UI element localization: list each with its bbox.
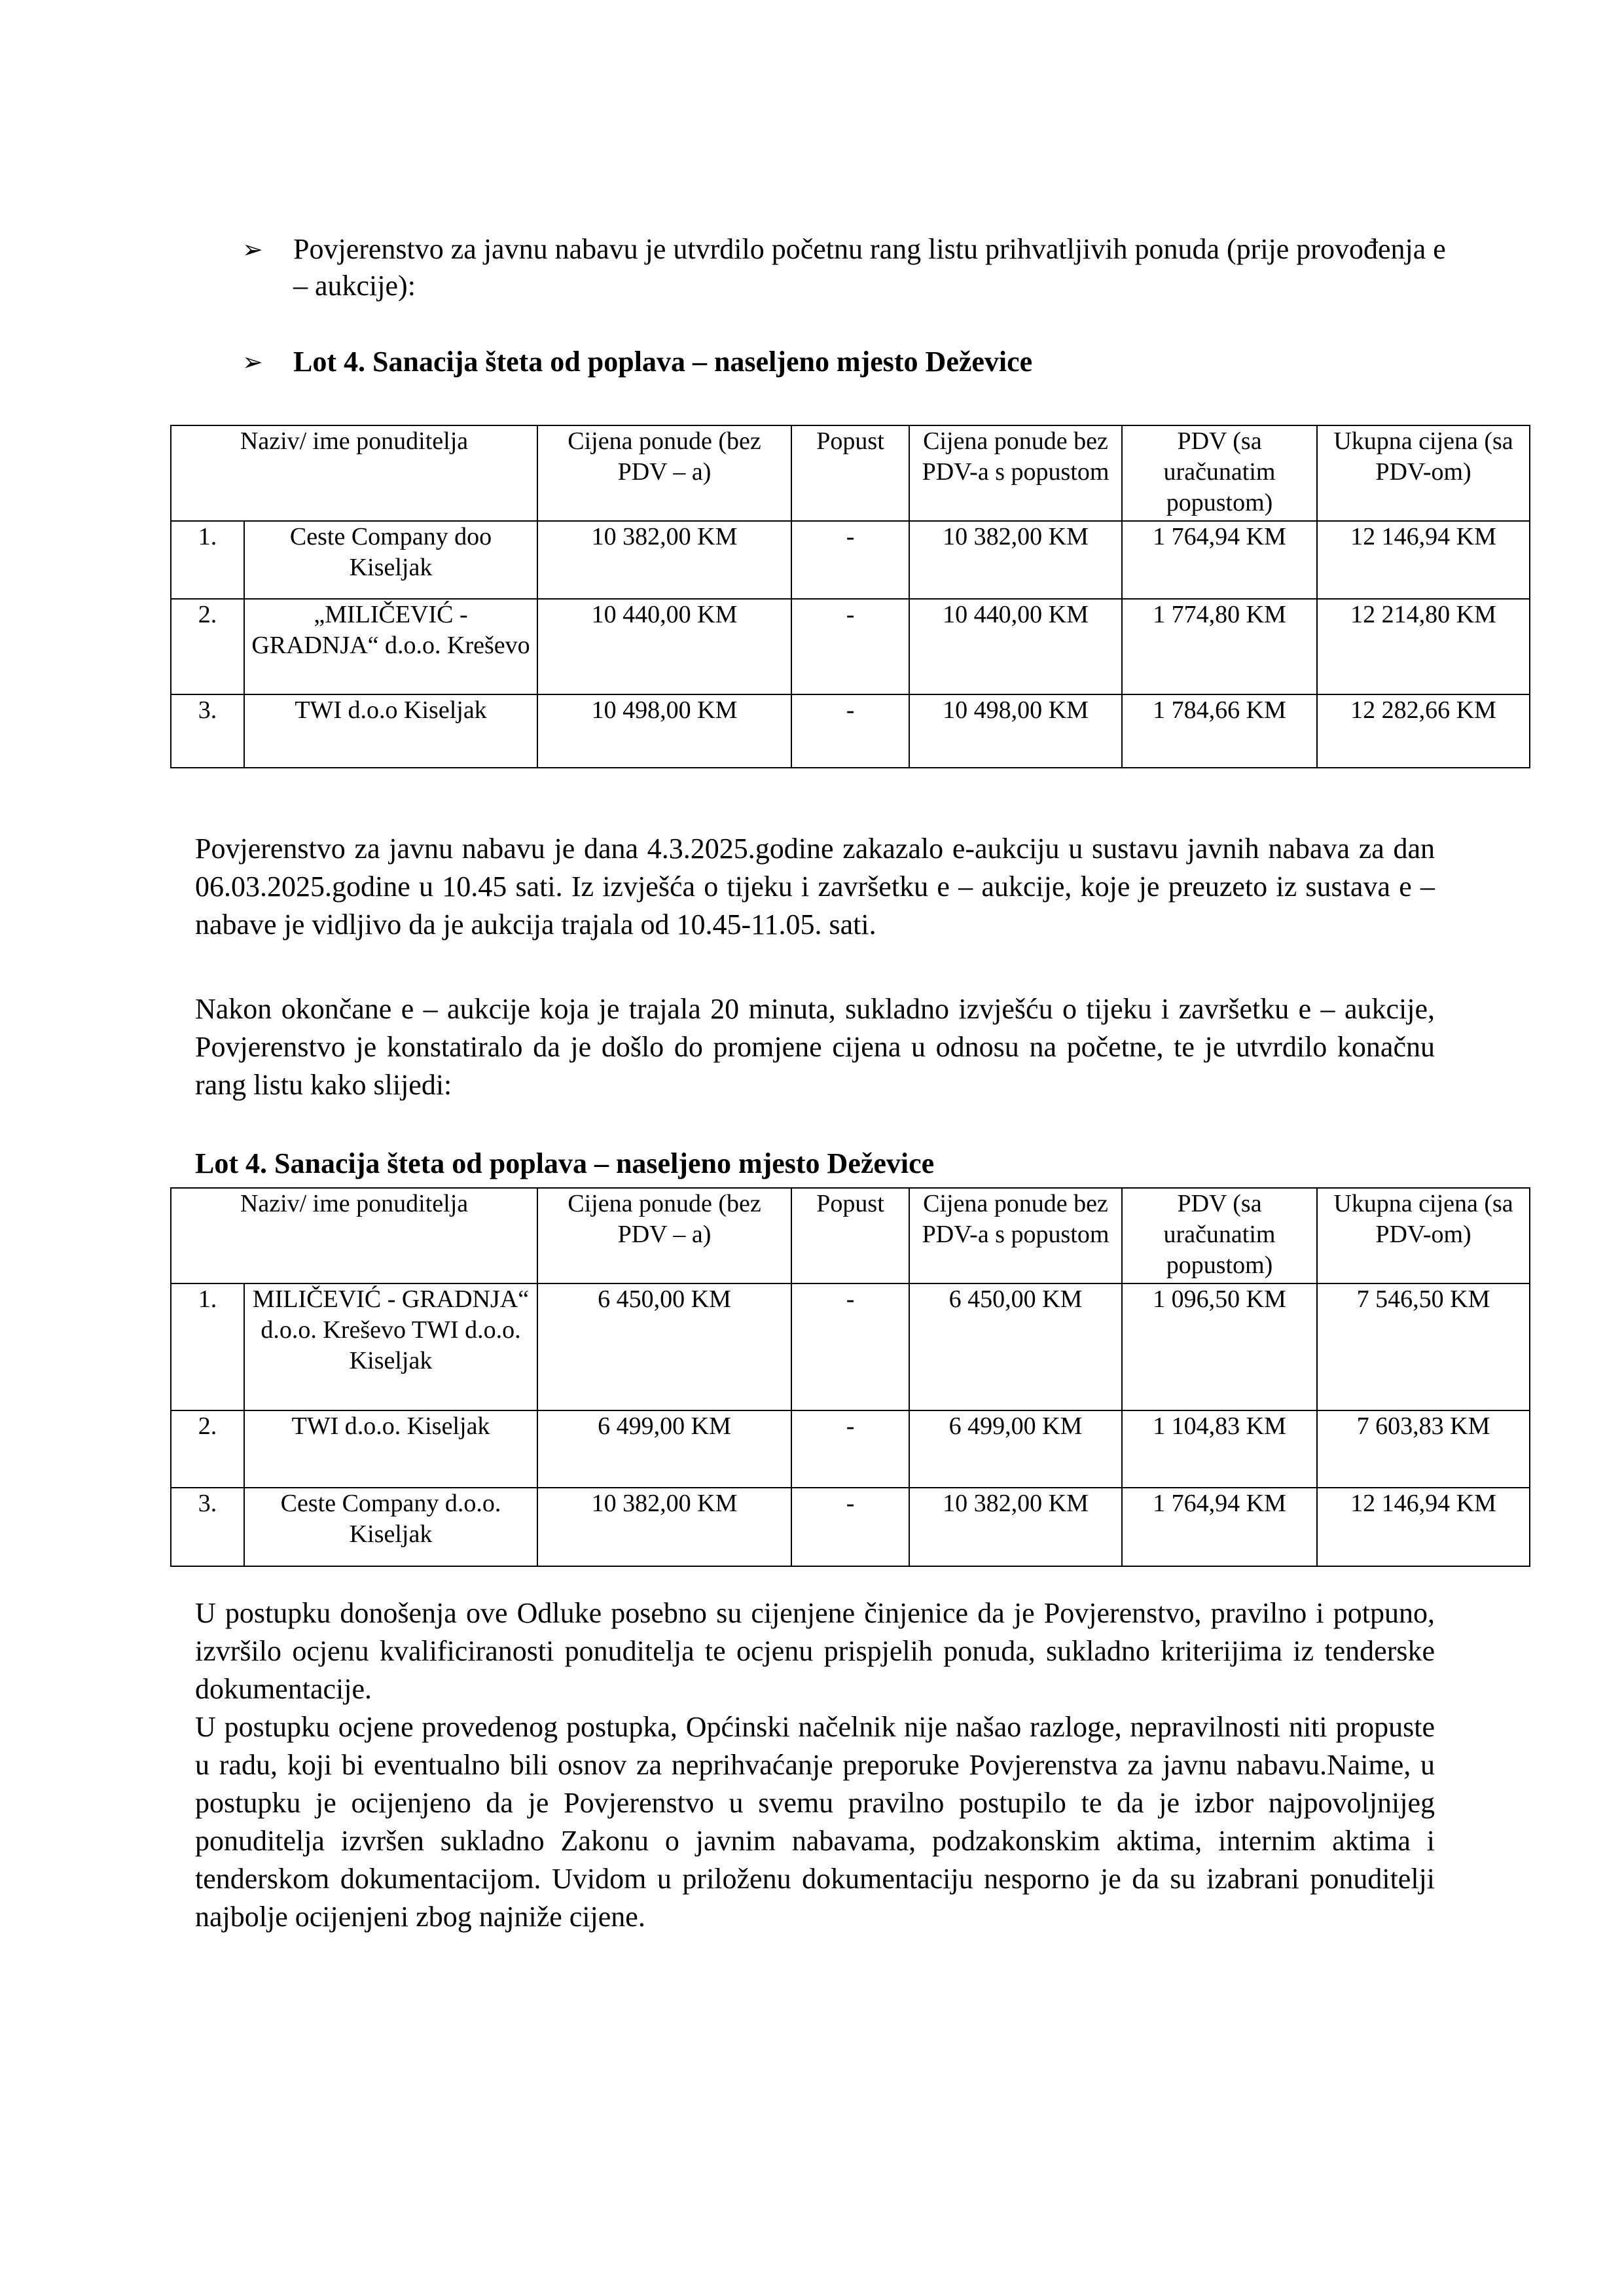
bid-price: 10 498,00 KM <box>537 694 791 768</box>
arrow-bullet-icon: ➢ <box>242 235 263 264</box>
bid-price-discount: 10 382,00 KM <box>909 521 1122 599</box>
bid-price: 10 382,00 KM <box>537 1488 791 1566</box>
table-row <box>171 1283 1530 1410</box>
row-number: 2. <box>171 599 244 694</box>
header-total: Ukupna cijena (sa PDV-om) <box>1317 425 1530 521</box>
table-row <box>171 1488 1530 1566</box>
bid-total: 12 214,80 KM <box>1317 599 1530 694</box>
lot-heading: Lot 4. Sanacija šteta od poplava – naseljeno mjesto Deževice <box>195 1147 935 1179</box>
header-vat: PDV (sa uračunatim popustom) <box>1122 425 1317 521</box>
table-row <box>171 521 1530 599</box>
bidder-name: Ceste Company d.o.o. Kiseljak <box>244 1488 537 1566</box>
bid-total: 12 282,66 KM <box>1317 694 1530 768</box>
bid-price: 10 382,00 KM <box>537 521 791 599</box>
bullet-item-lot-heading <box>242 344 1453 380</box>
bid-price-discount: 10 382,00 KM <box>909 1488 1122 1566</box>
bid-vat: 1 764,94 KM <box>1122 521 1317 599</box>
bid-discount: - <box>791 521 909 599</box>
bid-vat: 1 096,50 KM <box>1122 1283 1317 1410</box>
bid-price-discount: 10 498,00 KM <box>909 694 1122 768</box>
bullet-text: Lot 4. Sanacija šteta od poplava – naseljeno mjesto Deževice <box>293 346 1033 378</box>
bid-discount: - <box>791 694 909 768</box>
bid-price: 6 499,00 KM <box>537 1410 791 1488</box>
row-number: 1. <box>171 1283 244 1410</box>
bid-discount: - <box>791 1283 909 1410</box>
bid-discount: - <box>791 599 909 694</box>
header-price-discount: Cijena ponude bez PDV-a s popustom <box>909 1188 1122 1283</box>
header-vat: PDV (sa uračunatim popustom) <box>1122 1188 1317 1283</box>
bidder-name: Ceste Company doo Kiseljak <box>244 521 537 599</box>
bidder-name: TWI d.o.o Kiseljak <box>244 694 537 768</box>
bid-discount: - <box>791 1488 909 1566</box>
table-row <box>171 1410 1530 1488</box>
bid-discount: - <box>791 1410 909 1488</box>
header-price: Cijena ponude (bez PDV – a) <box>537 1188 791 1283</box>
table-row <box>171 599 1530 694</box>
header-name: Naziv/ ime ponuditelja <box>171 1188 537 1283</box>
table-header-row <box>171 425 1530 521</box>
bullet-text: Povjerenstvo za javnu nabavu je utvrdilo početnu rang listu prihvatljivih ponuda (prije provođenja e – aukcije): <box>293 233 1446 302</box>
final-ranking-table <box>170 1187 1530 1567</box>
header-discount: Popust <box>791 1188 909 1283</box>
bid-total: 12 146,94 KM <box>1317 521 1530 599</box>
arrow-bullet-icon: ➢ <box>242 348 263 376</box>
bullet-item-ranking-intro <box>242 231 1453 304</box>
paragraph-auction-result: Nakon okončane e – aukcije koja je trajala 20 minuta, sukladno izvješću o tijeku i završetku e – aukcije, Povjerenstvo je konstatiralo da je došlo do promjene cijena u odnosu na početne, te je utvrdilo konačnu rang listu kako slijedi: <box>195 993 1435 1101</box>
bid-price: 10 440,00 KM <box>537 599 791 694</box>
row-number: 2. <box>171 1410 244 1488</box>
bid-vat: 1 774,80 KM <box>1122 599 1317 694</box>
header-name: Naziv/ ime ponuditelja <box>171 425 537 521</box>
header-total: Ukupna cijena (sa PDV-om) <box>1317 1188 1530 1283</box>
bidder-name: MILIČEVIĆ - GRADNJA“ d.o.o. Kreševo TWI d.o.o. Kiseljak <box>244 1283 537 1410</box>
bidder-name: TWI d.o.o. Kiseljak <box>244 1410 537 1488</box>
table-header-row <box>171 1188 1530 1283</box>
header-price: Cijena ponude (bez PDV – a) <box>537 425 791 521</box>
bid-price: 6 450,00 KM <box>537 1283 791 1410</box>
paragraph-evaluation: U postupku donošenja ove Odluke posebno su cijenjene činjenice da je Povjerenstvo, pravilno i potpuno, izvršilo ocjenu kvalificiranosti ponuditelja te ocjenu prispjelih ponuda, sukladno kriterijima iz tenderske dokumentacije. <box>195 1597 1435 1705</box>
header-discount: Popust <box>791 425 909 521</box>
bid-price-discount: 6 499,00 KM <box>909 1410 1122 1488</box>
paragraph-auction-schedule: Povjerenstvo za javnu nabavu je dana 4.3.2025.godine zakazalo e-aukciju u sustavu javnih nabava za dan 06.03.2025.godine u 10.45 sati. Iz izvješća o tijeku i završetku e – aukcije, koje je preuzeto iz sustava e – nabave je vidljivo da je aukcija trajala od 10.45-11.05. sati. <box>195 833 1435 941</box>
bid-vat: 1 104,83 KM <box>1122 1410 1317 1488</box>
row-number: 1. <box>171 521 244 599</box>
bid-vat: 1 784,66 KM <box>1122 694 1317 768</box>
row-number: 3. <box>171 694 244 768</box>
initial-ranking-table <box>170 425 1530 768</box>
bid-total: 7 603,83 KM <box>1317 1410 1530 1488</box>
bid-total: 12 146,94 KM <box>1317 1488 1530 1566</box>
bidder-name: „MILIČEVIĆ - GRADNJA“ d.o.o. Kreševo <box>244 599 537 694</box>
header-price-discount: Cijena ponude bez PDV-a s popustom <box>909 425 1122 521</box>
bid-price-discount: 10 440,00 KM <box>909 599 1122 694</box>
bid-vat: 1 764,94 KM <box>1122 1488 1317 1566</box>
bid-price-discount: 6 450,00 KM <box>909 1283 1122 1410</box>
bid-total: 7 546,50 KM <box>1317 1283 1530 1410</box>
table-row <box>171 694 1530 768</box>
row-number: 3. <box>171 1488 244 1566</box>
paragraph-review: U postupku ocjene provedenog postupka, Općinski načelnik nije našao razloge, nepravilnosti niti propuste u radu, koji bi eventualno bili osnov za neprihvaćanje preporuke Povjerenstva za javnu nabavu.Naime, u postupku je ocijenjeno da je Povjerenstvo u svemu pravilno postupilo te da je izbor najpovoljnijeg ponuditelja izvršen sukladno Zakonu o javnim nabavama, podzakonskim aktima, internim aktima i tenderskom dokumentacijom. Uvidom u priloženu dokumentaciju nesporno je da su izabrani ponuditelji najbolje ocijenjeni zbog najniže cijene. <box>195 1711 1435 1933</box>
